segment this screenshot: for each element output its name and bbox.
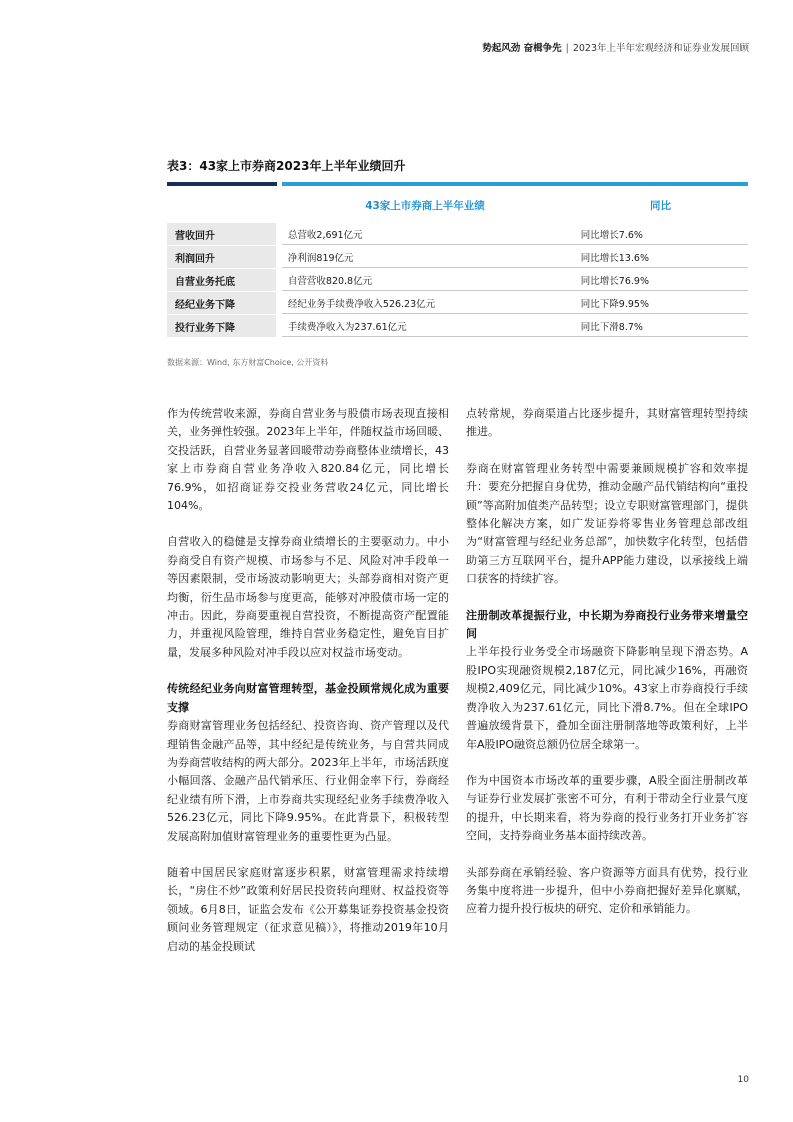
row-yoy: 同比增长13.6% (575, 246, 748, 268)
paragraph: 作为传统营收来源，券商自营业务与股债市场表现直接相关，业务弹性较强。2023年上半年，伴随权益市场回暖、交投活跃，自营业务显著回暖带动券商整体业绩增长，43家上市券商自营业务净收入820.84亿元，同比增长76.9%，如招商证券交投业务营收24亿元，同比增长104%。 (167, 407, 449, 513)
row-value: 自营营收820.8亿元 (282, 269, 575, 291)
table-header-row (167, 188, 748, 222)
paragraph: 上半年投行业务受全市场融资下降影响呈现下滑态势。A股IPO实现融资规模2,187亿元，同比减少16%，再融资规模2,409亿元，同比减少10%。43家上市券商投行手续费净收入为237.61亿元，同比下滑8.7%。但在全球IPO普遍放缓背景下，叠加全面注册制落地等政策利好，上半年A股IPO融资总额仍位居全球第一。 (466, 645, 748, 751)
table-row (167, 246, 748, 268)
row-value: 经纪业务手续费净收入526.23亿元 (282, 292, 575, 314)
section-heading: 传统经纪业务向财富管理转型，基金投顾常规化成为重要支撑 (167, 682, 449, 714)
row-value: 手续费净收入为237.61亿元 (282, 315, 575, 337)
paragraph: 点转常规，券商渠道占比逐步提升，其财富管理转型持续推进。 (466, 407, 748, 439)
paragraph: 自营收入的稳健是支撑券商业绩增长的主要驱动力。中小券商受自有资产规模、市场参与不足、风险对冲手段单一等因素限制，受市场波动影响更大；头部券商相对资产更均衡，衍生品市场参与度更高，能够对冲股债市场一定的冲击。因此，券商要重视自营投资，不断提高资产配置能力，并重视风险管理，维持自营业务稳定性，避免盲目扩量，发展多种风险对冲手段以应对权益市场变动。 (167, 535, 449, 659)
right-column (466, 405, 748, 937)
row-label: 投行业务下降 (167, 315, 276, 337)
row-label: 营收回升 (167, 223, 276, 245)
paragraph: 随着中国居民家庭财富逐步积累，财富管理需求持续增长，“房住不炒”政策利好居民投资转向理财、权益投资等领域。6月8日，证监会发布《公开募集证券投资基金投资顾问业务管理规定（征求意见稿）》，将推动2019年10月启动的基金投顾试 (167, 865, 449, 953)
table-rule-navy (167, 182, 277, 186)
paragraph: 头部券商在承销经验、客户资源等方面具有优势，投行业务集中度将进一步提升，但中小券商把握好差异化禀赋，应着力提升投行板块的研究、定价和承销能力。 (466, 865, 748, 916)
page-number: 10 (737, 1075, 749, 1085)
table-source-note: 数据来源：Wind, 东方财富Choice, 公开资料 (167, 358, 329, 367)
row-yoy: 同比增长76.9% (575, 269, 748, 291)
table-row (167, 223, 748, 245)
table-row (167, 315, 748, 337)
row-value: 总营收2,691亿元 (282, 223, 575, 245)
table-title: 表3：43家上市券商2023年上半年业绩回升 (167, 159, 406, 173)
row-label: 自营业务托底 (167, 269, 276, 291)
row-yoy: 同比下降9.95% (575, 292, 748, 314)
paragraph: 券商在财富管理业务转型中需要兼顾规模扩容和效率提升：要充分把握自身优势，推动金融产品代销结构向“重投顾”等高附加值类产品转型；设立专职财富管理部门，提供整体化解决方案，如广发证券将零售业务管理总部改组为“财富管理与经纪业务总部”，加快数字化转型，包括借助第三方互联网平台，提升APP能力建设，以承接线上端口获客的持续扩容。 (466, 461, 748, 586)
section-heading: 注册制改革提振行业，中长期为券商投行业务带来增量空间 (466, 608, 748, 641)
table-top-rule (167, 182, 748, 188)
table-row (167, 292, 748, 314)
running-header (482, 40, 749, 54)
row-yoy: 同比增长7.6% (575, 223, 748, 245)
paragraph: 作为中国资本市场改革的重要步骤，A股全面注册制改革与证券行业发展扩张密不可分，有利于带动全行业景气度的提升，中长期来看，将为券商的投行业务打开业务扩容空间，支持券商业务基本面持续改善。 (466, 773, 748, 843)
table-row (167, 269, 748, 291)
table-rule-blue (282, 182, 748, 186)
header-title: 势起风劲 奋楫争先 (482, 43, 562, 54)
row-label: 利润回升 (167, 246, 276, 268)
row-yoy: 同比下滑8.7% (575, 315, 748, 337)
paragraph: 券商财富管理业务包括经纪、投资咨询、资产管理以及代理销售金融产品等，其中经纪是传统业务，与自营共同成为券商营收结构的两大部分。2023年上半年，市场活跃度小幅回落、金融产品代销承压、行业佣金率下行，券商经纪业绩有所下滑，上市券商共实现经纪业务手续费净收入526.23亿元，同比下降9.95%。在此背景下，积极转型发展高附加值财富管理业务的重要性更为凸显。 (167, 719, 449, 843)
performance-table (167, 182, 748, 337)
row-label: 经纪业务下降 (167, 292, 276, 314)
header-cell-performance: 43家上市券商上半年业绩 (365, 199, 485, 212)
header-divider: | (565, 43, 569, 54)
row-value: 净利润819亿元 (282, 246, 575, 268)
header-subtitle: 2023年上半年宏观经济和证券业发展回顾 (572, 43, 749, 54)
header-cell-yoy: 同比 (650, 199, 671, 212)
left-column (167, 405, 449, 974)
